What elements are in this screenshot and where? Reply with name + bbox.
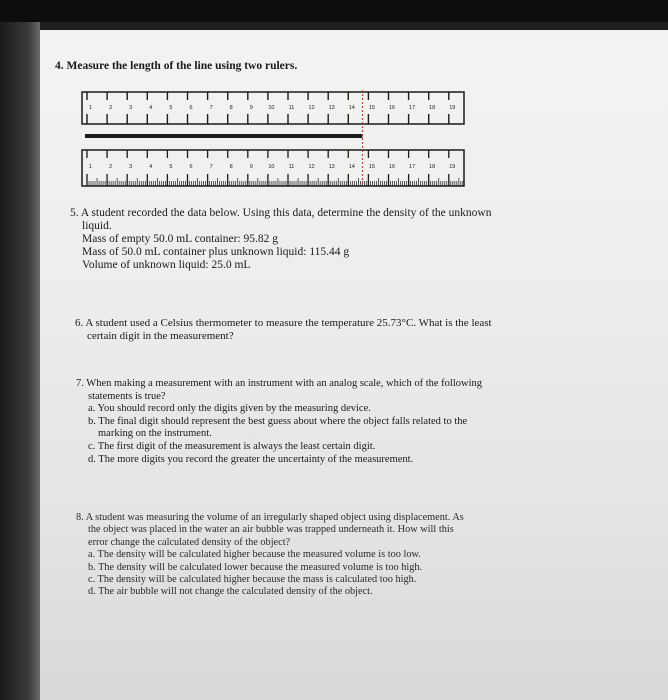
bottom-ruler-label: 11: [288, 164, 295, 170]
top-ruler-label: 3: [129, 105, 133, 111]
bottom-ruler-label: 2: [109, 164, 113, 170]
top-ruler-label: 10: [268, 105, 275, 111]
question-5-line-4: Mass of 50.0 mL container plus unknown liquid: 115.44 g: [82, 246, 350, 258]
question-8-option-a: a. The density will be calculated higher because the measured volume is too low.: [88, 549, 421, 561]
question-5-line-2: liquid.: [82, 220, 112, 232]
top-ruler-label: 17: [409, 105, 416, 111]
ruler-figure: [80, 88, 475, 188]
top-ruler-label: 16: [388, 105, 396, 111]
top-dark-border: [0, 0, 668, 22]
top-ruler-label: 2: [109, 105, 113, 111]
bottom-ruler-label: 1: [88, 164, 93, 170]
question-7-option-d: d. The more digits you record the greater the uncertainty of the measurement.: [88, 453, 414, 465]
top-ruler-label: 1: [88, 105, 93, 111]
bottom-ruler-label: 13: [328, 164, 335, 170]
question-7-option-b-continued: marking on the instrument.: [98, 428, 212, 440]
question-8: [76, 512, 606, 599]
top-ruler-label: 14: [348, 105, 355, 111]
question-5-line-5: Volume of unknown liquid: 25.0 mL: [82, 259, 251, 271]
bottom-ruler-label: 9: [249, 164, 253, 170]
question-8-option-c: c. The density will be calculated higher because the mass is calculated too high.: [88, 574, 417, 586]
question-8-line-3: error change the calculated density of the object?: [88, 536, 291, 548]
top-ruler-label: 18: [429, 105, 436, 111]
top-ruler-label: 11: [288, 105, 295, 111]
question-7-option-c: c. The first digit of the measurement is always the least certain digit.: [88, 440, 376, 452]
question-4: [55, 60, 297, 72]
top-ruler-label: 12: [308, 105, 315, 111]
bottom-ruler-label: 4: [149, 164, 153, 170]
top-ruler-label: 6: [189, 105, 193, 111]
top-ruler-label: 9: [249, 105, 253, 111]
bottom-ruler-label: 5: [169, 164, 173, 170]
question-5: [70, 207, 580, 272]
bottom-ruler-label: 17: [409, 164, 416, 170]
question-7-line-1: 7. When making a measurement with an instrument with an analog scale, which of the following: [76, 378, 482, 389]
question-8-option-b: b. The density will be calculated lower because the measured volume is too high.: [88, 561, 423, 573]
bottom-ruler-label: 15: [368, 164, 375, 170]
top-ruler-label: 19: [449, 105, 456, 111]
top-ruler-labels: [89, 105, 455, 111]
bottom-ruler-labels: [89, 164, 455, 170]
bottom-ruler-label: 12: [308, 164, 315, 170]
bottom-ruler-label: 8: [229, 164, 233, 170]
top-ruler-label: 4: [149, 105, 153, 111]
question-7-option-b: b. The final digit should represent the best guess about where the object falls related to the: [88, 415, 468, 427]
bottom-ruler-label: 7: [209, 164, 213, 170]
bottom-ruler-label: 6: [189, 164, 193, 170]
bottom-ruler-label: 16: [388, 164, 396, 170]
question-5-line-1: 5. A student recorded the data below. Using this data, determine the density of the unknown: [70, 207, 492, 219]
question-7-option-a: a. You should record only the digits given by the measuring device.: [88, 403, 371, 415]
top-ruler-label: 13: [328, 105, 335, 111]
question-4-title: 4. Measure the length of the line using two rulers.: [55, 60, 298, 72]
top-ruler-label: 15: [368, 105, 375, 111]
question-8-line-1: 8. A student was measuring the volume of an irregularly shaped object using displacement. As: [76, 512, 464, 523]
question-6-line-1: 6. A student used a Celsius thermometer to measure the temperature 25.73°C. What is the least: [75, 317, 492, 329]
bottom-ruler-label: 14: [348, 164, 355, 170]
bottom-ruler-label: 10: [268, 164, 275, 170]
left-dark-edge: [0, 22, 40, 700]
top-ruler-label: 8: [229, 105, 233, 111]
question-6: [75, 317, 595, 343]
top-ruler-label: 5: [169, 105, 173, 111]
measured-line: [85, 134, 362, 138]
bottom-ruler-ticks: [87, 150, 463, 186]
question-5-line-3: Mass of empty 50.0 mL container: 95.82 g: [82, 233, 278, 245]
question-6-line-2: certain digit in the measurement?: [87, 330, 234, 342]
top-ruler-label: 7: [209, 105, 213, 111]
question-8-option-d: d. The air bubble will not change the calculated density of the object.: [88, 586, 373, 598]
bottom-ruler-label: 18: [429, 164, 436, 170]
question-7-line-2: statements is true?: [88, 390, 166, 402]
bottom-ruler-label: 19: [449, 164, 456, 170]
question-7: [76, 378, 606, 466]
question-8-line-2: the object was placed in the water an air bubble was trapped underneath it. How will this: [88, 524, 454, 536]
bottom-ruler-label: 3: [129, 164, 133, 170]
